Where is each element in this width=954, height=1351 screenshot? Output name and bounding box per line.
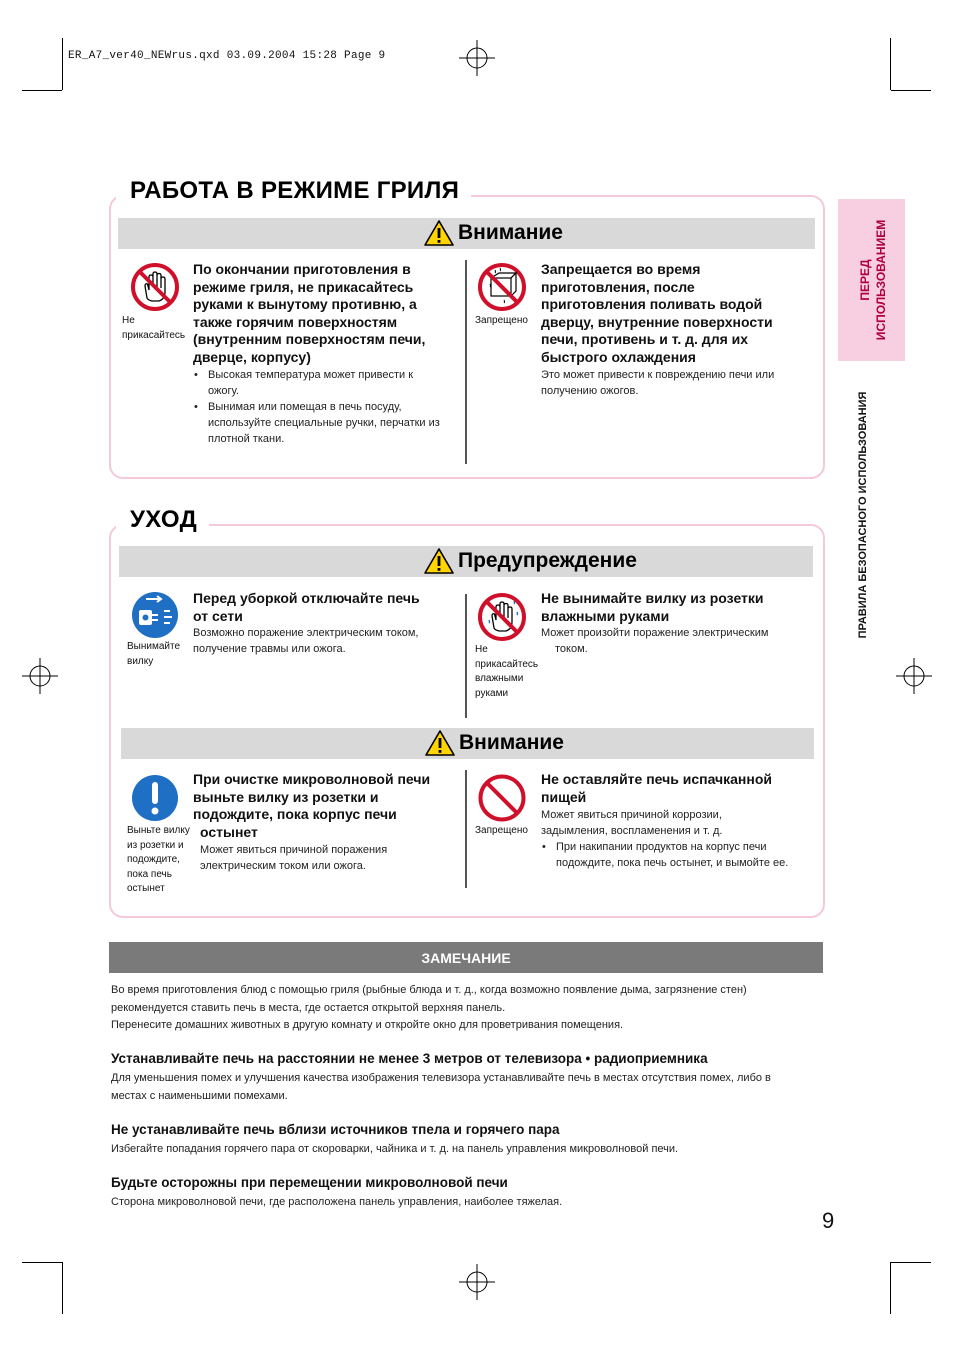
unplug-wait-label: Выньте вилку из розетки и подождите, пока печь остынет — [127, 825, 190, 894]
prohibited-label: Запрещено — [475, 315, 528, 326]
warning-triangle-icon — [424, 220, 454, 246]
side-tab — [838, 199, 905, 361]
care-caution-right-bullet: • При накипании продуктов на корпус печи подождите, пока печь остынет, и вымойте ее. — [541, 839, 788, 871]
grill-title: РАБОТА В РЕЖИМЕ ГРИЛЯ — [116, 177, 471, 205]
care-warning-column-divider — [465, 594, 467, 718]
grill-column-divider — [465, 260, 467, 464]
grill-right-title: Запрещается во время приготовления, после приготовления поливать водой дверцу, внутренние поверхности печи, противень и т. д. для их быстрого охлаждения — [541, 261, 773, 365]
registration-mark-bottom — [459, 1264, 495, 1300]
note-heading-heat: Не устанавливайте печь вблизи источников тпела и горячего пара — [111, 1122, 560, 1137]
registration-mark-top — [459, 40, 495, 76]
grill-left-title: По окончании приготовления в режиме гриля, не прикасайтесь руками к вынутому противню, а также горячим поверхностям (внутренним поверхностям печи, дверце, корпусу) — [193, 261, 426, 365]
care-caution-heading: Внимание — [425, 730, 564, 756]
registration-mark-left — [22, 658, 58, 694]
care-title: УХОД — [116, 506, 209, 534]
care-caution-column-divider — [465, 770, 467, 888]
note-header: ЗАМЕЧАНИЕ — [109, 942, 823, 973]
care-caution-left-title: При очистке микроволновой печи выньте вилку из розетки и подождите, пока корпус печи остынет — [193, 771, 431, 840]
care-caution-right-text: Может явиться причиной коррозии, задымления, воспламенения и т. д. — [541, 809, 723, 837]
grill-left-bullet-2: • Вынимая или помещая в печь посуду, используйте специальные ручки, перчатки из плотной ткани. — [193, 399, 440, 447]
page-number: 9 — [822, 1208, 835, 1233]
mandatory-action-icon — [130, 773, 180, 823]
grill-caution-heading: Внимание — [424, 220, 563, 246]
side-section-label — [848, 372, 878, 658]
care-warning-right-text: Может произойти поражение электрическим током. — [541, 627, 769, 655]
no-water-icon — [477, 262, 527, 312]
no-touch-icon — [130, 262, 180, 312]
no-wet-hands-label: Не прикасайтесь влажными руками — [475, 644, 539, 699]
care-warning-left-title: Перед уборкой отключайте печь от сети — [193, 590, 420, 624]
note-heading-tv: Устанавливайте печь на расстоянии не менее 3 метров от телевизора • радиоприемника — [111, 1051, 708, 1066]
registration-mark-right — [896, 658, 932, 694]
grill-left-bullet-1: • Высокая температура может привести к ожогу. — [193, 367, 413, 399]
care-caution-right-title: Не оставляйте печь испачканной пищей — [541, 771, 772, 805]
unplug-icon — [130, 590, 180, 640]
note-text-heat: Избегайте попадания горячего пара от скороварки, чайника и т. д. на панель управления микроволновой печи. — [111, 1143, 679, 1155]
side-tab-line1: ПЕРЕД — [858, 259, 873, 301]
file-info: ER_A7_ver40_NEWrus.qxd 03.09.2004 15:28 Page 9 — [68, 50, 386, 62]
care-warning-heading: Предупреждение — [424, 548, 637, 574]
no-touch-label: Не прикасайтесь — [122, 315, 186, 341]
note-intro: Во время приготовления блюд с помощью гриля (рыбные блюда и т. д., когда возможно появление дыма, загрязнение стен) рекомендуется ставить печь в места, где остается открытой верхняя панель. Перенесите домашних животных в другую комнату и откройте окно для проветривания помещения. — [111, 984, 747, 1031]
note-text-move: Сторона микроволновой печи, где расположена панель управления, наиболее тяжелая. — [111, 1196, 563, 1208]
svg-text:ПРАВИЛА БЕЗОПАСНОГО ИСПОЛЬЗОВА: ПРАВИЛА БЕЗОПАСНОГО ИСПОЛЬЗОВАНИЯ — [856, 391, 869, 639]
note-heading-move: Будьте осторожны при перемещении микроволновой печи — [111, 1175, 508, 1190]
unplug-label: Вынимайте вилку — [127, 641, 181, 667]
side-tab-line2: ИСПОЛЬЗОВАНИЕМ — [874, 219, 889, 341]
care-caution-left-text: Может явиться причиной поражения электрическим током или ожога. — [200, 844, 388, 872]
warning-triangle-icon — [425, 730, 455, 756]
no-wet-hands-icon — [477, 592, 527, 642]
warning-triangle-icon — [424, 548, 454, 574]
prohibited-label-2: Запрещено — [475, 825, 528, 836]
prohibition-icon — [477, 773, 527, 823]
note-text-tv: Для уменьшения помех и улучшения качества изображения телевизора устанавливайте печь в местах отсутствия помех, либо в местах с наименьшими помехами. — [111, 1072, 771, 1102]
care-warning-right-title: Не вынимайте вилку из розетки влажными руками — [541, 590, 764, 624]
care-warning-left-text: Возможно поражение электрическим током, получение травмы или ожога. — [193, 627, 419, 655]
grill-right-text: Это может привести к повреждению печи или получению ожогов. — [541, 369, 775, 397]
